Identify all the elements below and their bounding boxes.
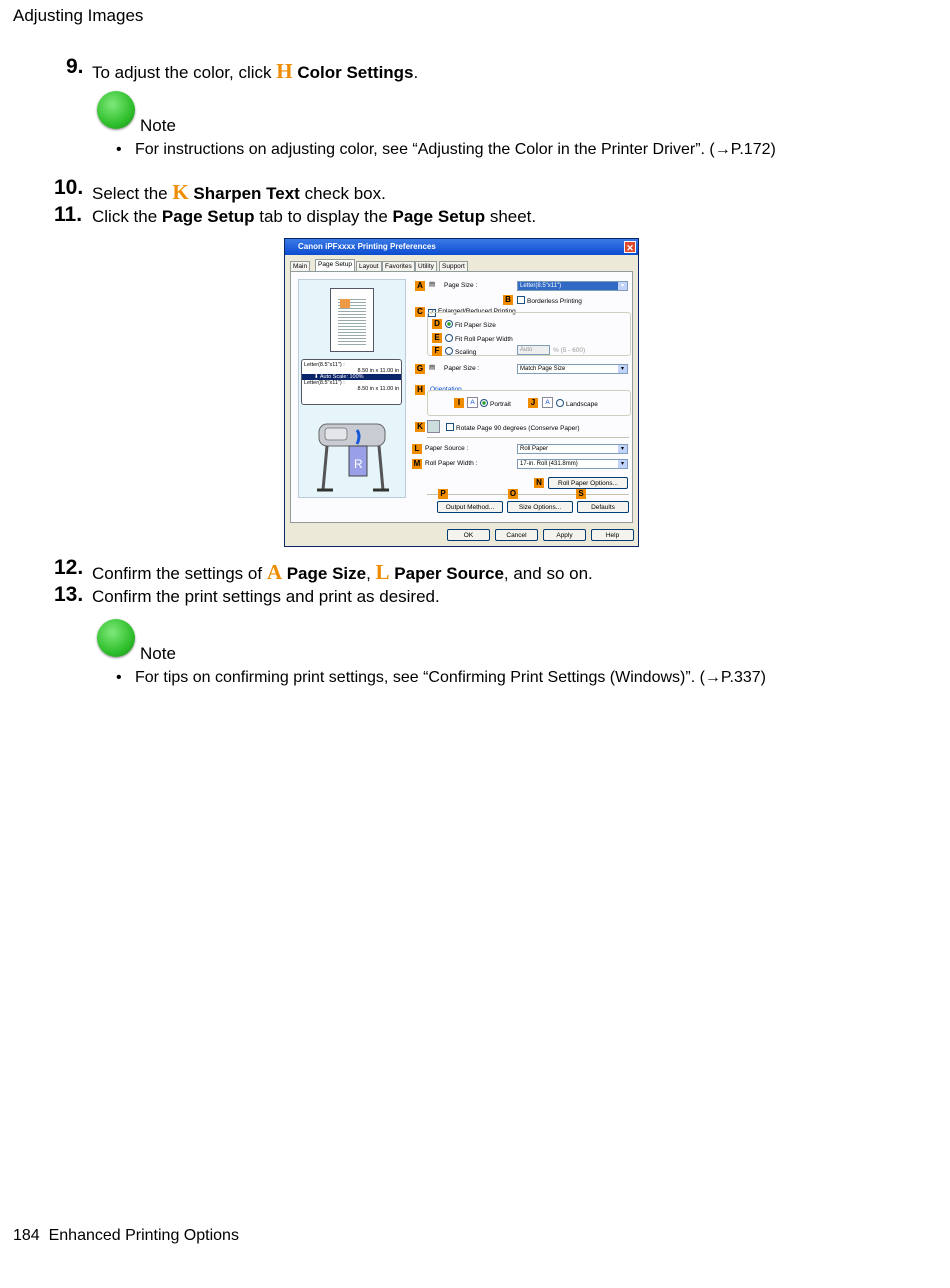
divider xyxy=(427,494,629,495)
roll-paper-options-button[interactable]: Roll Paper Options... xyxy=(548,477,628,489)
roll-width-value: 17-in. Roll (431.8mm) xyxy=(520,461,578,467)
checkbox-box xyxy=(446,423,454,431)
paper-size-dropdown[interactable] xyxy=(517,364,628,374)
page-footer xyxy=(13,1227,239,1245)
note-label: Note xyxy=(140,116,176,135)
page-size-value: Letter(8.5"x11") xyxy=(520,283,562,289)
step-bold: Paper Source xyxy=(394,564,504,583)
marker-s: S xyxy=(576,489,586,499)
note-bullet: • For instructions on adjusting color, see “Adjusting the Color in the Printer Driver”. (→P.172) xyxy=(116,141,776,158)
fit-paper-label: Fit Paper Size xyxy=(455,322,496,329)
marker-i: I xyxy=(454,398,464,408)
rotate-icon xyxy=(427,420,440,433)
callout-letter: K xyxy=(172,180,189,204)
step-text-pre: Click the xyxy=(92,207,162,226)
note-bullet: • For tips on confirming print settings, see “Confirming Print Settings (Windows)”. (→P.337) xyxy=(116,669,766,686)
paper-size-value: Match Page Size xyxy=(520,366,566,372)
step-text xyxy=(92,560,593,585)
step-13 xyxy=(0,583,950,609)
step-10 xyxy=(0,176,950,202)
fit-roll-radio[interactable] xyxy=(445,334,513,343)
ok-button[interactable]: OK xyxy=(447,529,490,541)
step-text-post: . xyxy=(413,63,419,82)
step-text xyxy=(92,207,536,227)
step-text-post: , and so on. xyxy=(503,564,593,583)
running-header: Adjusting Images xyxy=(13,6,144,25)
marker-f: F xyxy=(432,346,442,356)
step-bold: Page Size xyxy=(286,564,367,583)
radio-dot xyxy=(445,347,453,355)
marker-o: O xyxy=(509,489,517,498)
step-bold: Sharpen Text xyxy=(193,184,300,203)
size-line-4: 8.50 in x 11.00 in xyxy=(357,386,399,392)
checkbox-box: ✓ xyxy=(429,310,435,316)
step-11 xyxy=(0,203,950,229)
portrait-icon: A xyxy=(467,397,478,408)
page-size-icon: ▤ xyxy=(429,281,436,288)
enlarged-label: Enlarged/Reduced Printing xyxy=(438,308,516,315)
tab-favorites[interactable]: Favorites xyxy=(382,261,415,271)
landscape-label: Landscape xyxy=(566,401,598,408)
callout-letter: H xyxy=(276,59,293,83)
size-line-1: Letter(8.5"x11") : xyxy=(304,362,345,368)
step-text xyxy=(92,59,418,84)
chevron-down-icon: ▾ xyxy=(618,365,627,373)
portrait-label: Portrait xyxy=(490,401,511,408)
apply-button[interactable]: Apply xyxy=(543,529,586,541)
dialog-title: Canon iPFxxxx Printing Preferences xyxy=(298,242,436,251)
help-button[interactable]: Help xyxy=(591,529,634,541)
step-bold: Page Setup xyxy=(392,207,486,226)
cancel-button[interactable]: Cancel xyxy=(495,529,538,541)
svg-text:R: R xyxy=(354,457,363,471)
radio-dot xyxy=(556,399,564,407)
borderless-label: Borderless Printing xyxy=(527,298,582,305)
marker-a: A xyxy=(415,281,425,291)
scaling-label: Scaling xyxy=(455,349,477,356)
page-setup-panel xyxy=(290,271,633,523)
step-number: 10. xyxy=(54,176,84,199)
note-bullet-text: For tips on confirming print settings, see “Confirming Print Settings (Windows)”. (→P.337) xyxy=(134,669,766,686)
step-text-post: check box. xyxy=(299,184,386,203)
roll-width-dropdown[interactable] xyxy=(517,459,628,469)
auto-scale-text: Auto Scale: 100% xyxy=(319,374,364,380)
landscape-radio[interactable] xyxy=(556,399,598,408)
marker-g: G xyxy=(416,364,424,373)
divider xyxy=(427,437,629,438)
checkbox-box xyxy=(517,296,525,304)
rotate-checkbox[interactable] xyxy=(446,423,580,432)
step-bold: Color Settings xyxy=(297,63,414,82)
scaling-radio[interactable] xyxy=(445,347,476,356)
page-thumbnail xyxy=(330,288,374,352)
size-line-2: 8.50 in x 11.00 in xyxy=(357,368,399,374)
callout-letter: L xyxy=(375,560,390,584)
section-name: Enhanced Printing Options xyxy=(48,1227,239,1244)
tab-page-setup[interactable]: Page Setup xyxy=(315,259,355,272)
size-info-box xyxy=(301,359,402,405)
step-text: Confirm the print settings and print as desired. xyxy=(92,587,440,606)
close-icon[interactable]: ✕ xyxy=(624,241,636,253)
step-number: 13. xyxy=(54,583,84,606)
callout-letter: A xyxy=(266,560,282,584)
step-number: 9. xyxy=(66,55,84,78)
note-icon xyxy=(97,619,135,657)
step-text-sep: , xyxy=(366,564,376,583)
tab-utility[interactable]: Utility xyxy=(415,261,437,271)
step-text-pre: Confirm the settings of xyxy=(92,564,267,583)
paper-source-dropdown[interactable] xyxy=(517,444,628,454)
tab-main[interactable]: Main xyxy=(290,261,310,271)
output-method-button[interactable]: Output Method... xyxy=(437,501,503,513)
step-text xyxy=(92,180,386,205)
step-text-post: sheet. xyxy=(485,207,537,226)
marker-d: D xyxy=(432,319,442,329)
marker-n: N xyxy=(534,478,544,488)
dialog-titlebar xyxy=(285,239,638,255)
paper-size-icon: ▤ xyxy=(429,364,436,371)
tab-layout[interactable]: Layout xyxy=(356,261,382,271)
scaling-stepper[interactable] xyxy=(517,345,550,355)
fit-paper-radio[interactable] xyxy=(445,320,496,329)
marker-c: C xyxy=(415,307,425,317)
marker-m: M xyxy=(413,459,421,468)
page-number: 184 xyxy=(13,1227,40,1244)
marker-p: P xyxy=(438,489,448,499)
chevron-down-icon: ▾ xyxy=(618,460,627,468)
fit-roll-label: Fit Roll Paper Width xyxy=(455,336,513,343)
marker-l: L xyxy=(412,444,422,454)
marker-e: E xyxy=(432,333,442,343)
size-options-button[interactable]: Size Options... xyxy=(507,501,573,513)
preview-pane xyxy=(298,279,406,498)
step-text-pre: Select the xyxy=(92,184,173,203)
landscape-icon: A xyxy=(542,397,553,408)
step-9 xyxy=(0,55,950,81)
step-number: 12. xyxy=(54,556,84,579)
step-text-mid: tab to display the xyxy=(254,207,393,226)
marker-k: K xyxy=(415,422,425,432)
auto-scale-bar: ⬇ Auto Scale: 100% xyxy=(302,374,401,380)
defaults-button[interactable]: Defaults xyxy=(577,501,629,513)
paper-source-value: Roll Paper xyxy=(520,446,549,452)
portrait-radio[interactable] xyxy=(480,399,511,408)
radio-dot xyxy=(445,334,453,342)
scaling-value: Auto xyxy=(520,347,533,353)
printer-illustration xyxy=(313,418,391,496)
image-icon xyxy=(340,299,350,308)
size-line-3: Letter(8.5"x11") : xyxy=(304,380,345,386)
paper-source-label: Paper Source : xyxy=(425,445,469,452)
note-bullet-text: For instructions on adjusting color, see “Adjusting the Color in the Printer Driver”. (→P.172) xyxy=(134,141,776,158)
chevron-down-icon: ▾ xyxy=(618,282,627,290)
radio-dot xyxy=(445,320,453,328)
note-icon xyxy=(97,91,135,129)
roll-width-label: Roll Paper Width : xyxy=(425,460,478,467)
step-number: 11. xyxy=(54,203,83,226)
page-size-label: Page Size : xyxy=(444,282,478,289)
chevron-down-icon: ▾ xyxy=(618,445,627,453)
radio-dot xyxy=(480,399,488,407)
page-size-dropdown[interactable] xyxy=(517,281,628,291)
step-12 xyxy=(0,556,950,582)
step-text-pre: To adjust the color, click xyxy=(92,63,277,82)
marker-b: B xyxy=(503,295,513,305)
scaling-range: % (5 - 600) xyxy=(553,347,586,354)
paper-size-label: Paper Size : xyxy=(444,365,480,372)
tab-support[interactable]: Support xyxy=(439,261,468,271)
marker-h: H xyxy=(415,385,425,395)
step-bold: Page Setup xyxy=(161,207,255,226)
marker-j: J xyxy=(528,398,538,408)
orientation-label: Orientation xyxy=(430,386,462,393)
note-label: Note xyxy=(140,644,176,663)
borderless-checkbox[interactable] xyxy=(517,296,582,305)
printing-preferences-dialog xyxy=(284,238,639,547)
rotate-label: Rotate Page 90 degrees (Conserve Paper) xyxy=(456,425,580,432)
